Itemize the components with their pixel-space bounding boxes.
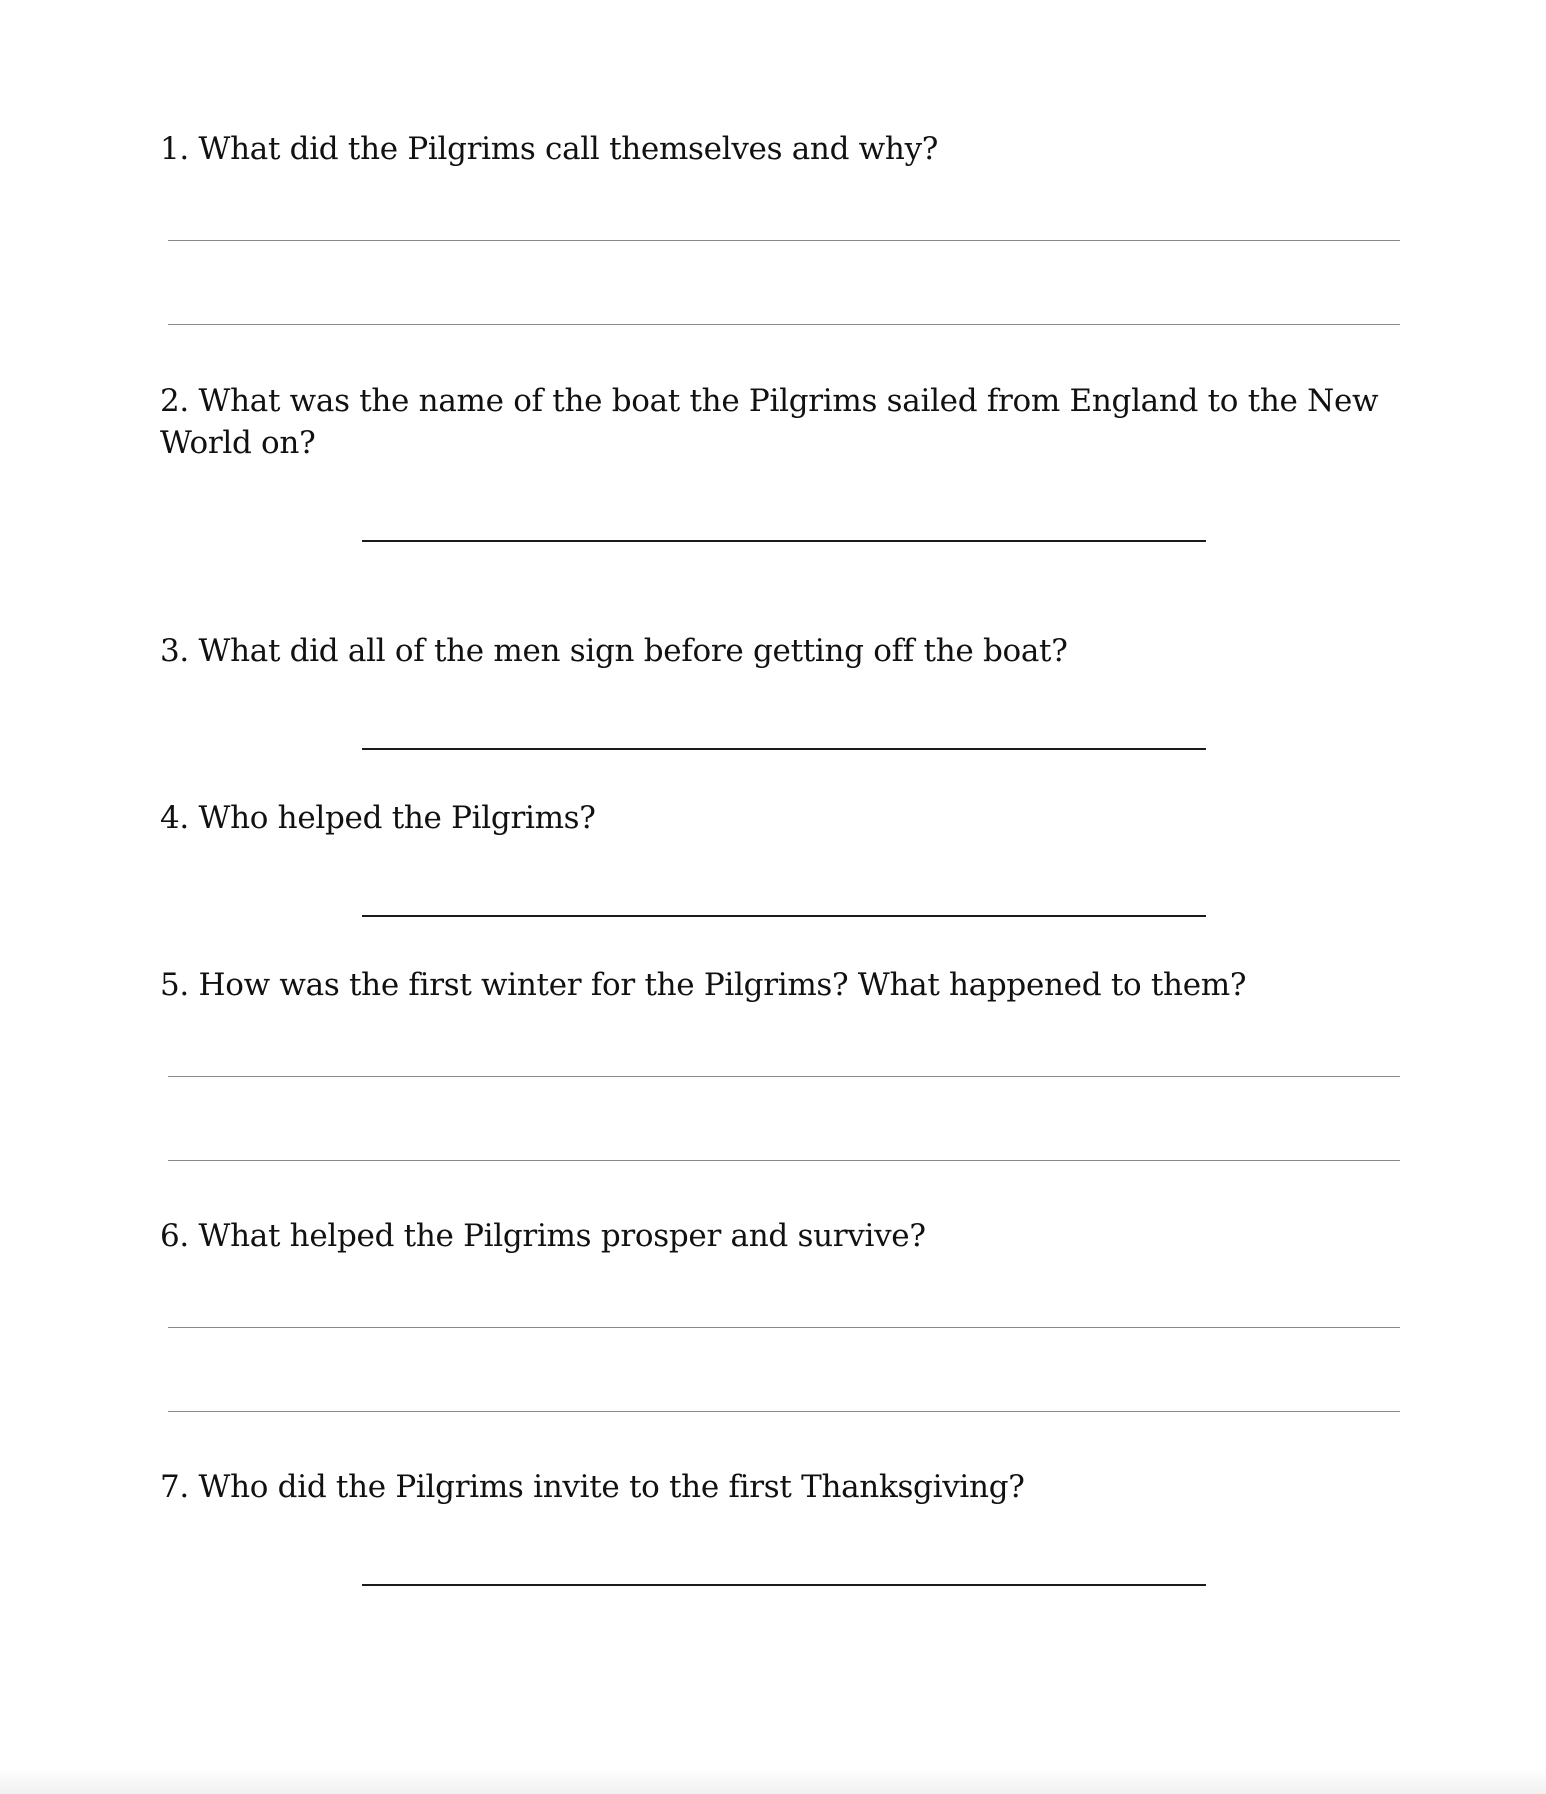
answer-line-6b[interactable]: [168, 1411, 1400, 1412]
answer-line-1b[interactable]: [168, 324, 1400, 325]
question-1: 1. What did the Pilgrims call themselves and why?: [160, 131, 939, 167]
answer-line-5a[interactable]: [168, 1076, 1400, 1077]
question-5: 5. How was the first winter for the Pilgrims? What happened to them?: [160, 967, 1247, 1003]
question-2: 2. What was the name of the boat the Pilgrims sailed from England to the New World on?: [160, 383, 1379, 461]
answer-line-2[interactable]: [362, 540, 1206, 542]
answer-line-3[interactable]: [362, 748, 1206, 750]
question-7: 7. Who did the Pilgrims invite to the first Thanksgiving?: [160, 1469, 1025, 1505]
question-3: 3. What did all of the men sign before getting off the boat?: [160, 633, 1068, 669]
question-6: 6. What helped the Pilgrims prosper and survive?: [160, 1218, 926, 1254]
answer-line-4[interactable]: [362, 915, 1206, 917]
answer-line-7[interactable]: [362, 1584, 1206, 1586]
answer-line-6a[interactable]: [168, 1327, 1400, 1328]
answer-line-1a[interactable]: [168, 240, 1400, 241]
page-bottom-edge: [0, 1768, 1546, 1794]
answer-line-5b[interactable]: [168, 1160, 1400, 1161]
question-4: 4. Who helped the Pilgrims?: [160, 800, 596, 836]
